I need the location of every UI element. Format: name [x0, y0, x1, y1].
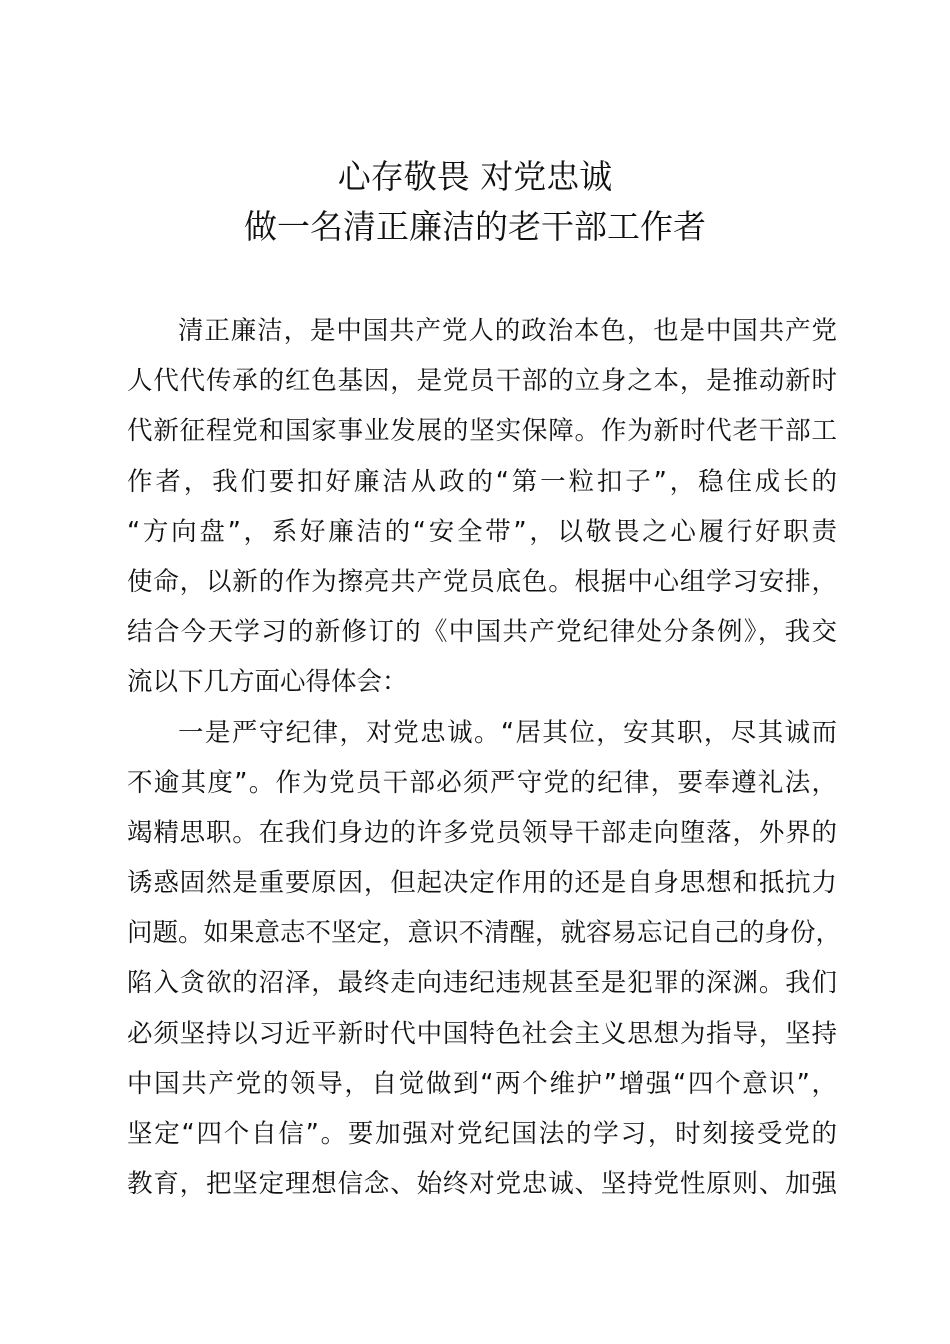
- paragraph-line: 不逾其度”。作为党员干部必须严守党的纪律，要奉遵礼法，: [127, 767, 837, 798]
- paragraph-line: 结合今天学习的新修订的《中国共产党纪律处分条例》，我交: [127, 617, 837, 648]
- paragraph-line: 代新征程党和国家事业发展的坚实保障。作为新时代老干部工: [127, 416, 837, 447]
- paragraph-line: 诱惑固然是重要原因，但起决定作用的还是自身思想和抵抗力: [127, 868, 837, 899]
- paragraph-line: 问题。如果意志不坚定，意识不清醒，就容易忘记自己的身份，: [127, 918, 842, 949]
- title-line-2: 做一名清正廉洁的老干部工作者: [244, 207, 706, 246]
- paragraph-line: 教育，把坚定理想信念、始终对党忠诚、坚持党性原则、加强: [127, 1169, 837, 1200]
- paragraph-intro: [127, 306, 837, 708]
- paragraph-line: 竭精思职。在我们身边的许多党员领导干部走向堕落，外界的: [127, 817, 837, 848]
- paragraph-line: 人代代传承的红色基因，是党员干部的立身之本，是推动新时: [127, 366, 837, 397]
- paragraph-line: 使命，以新的作为擦亮共产党员底色。根据中心组学习安排，: [127, 566, 837, 597]
- paragraph-line: 作者，我们要扣好廉洁从政的“第一粒扣子”，稳住成长的: [127, 466, 837, 497]
- paragraph-line: 清正廉洁，是中国共产党人的政治本色，也是中国共产党: [178, 316, 837, 346]
- paragraph-line: 流以下几方面心得体会：: [127, 667, 408, 698]
- document-body: [127, 306, 842, 1209]
- paragraph-line: 必须坚持以习近平新时代中国特色社会主义思想为指导，坚持: [127, 1018, 837, 1049]
- paragraph-line: 中国共产党的领导，自觉做到“两个维护”增强“四个意识”，: [127, 1068, 837, 1099]
- document-title: [0, 152, 950, 252]
- paragraph-line: “方向盘”，系好廉洁的“安全带”，以敬畏之心履行好职责: [127, 516, 837, 547]
- title-line-1: 心存敬畏 对党忠诚: [337, 157, 613, 196]
- paragraph-line: 一是严守纪律，对党忠诚。“居其位，安其职，尽其诚而: [178, 717, 837, 748]
- paragraph-line: 陷入贪欲的沼泽，最终走向违纪违规甚至是犯罪的深渊。我们: [127, 968, 837, 999]
- paragraph-line: 坚定“四个自信”。要加强对党纪国法的学习，时刻接受党的: [127, 1119, 837, 1149]
- paragraph-point-one: [127, 708, 842, 1210]
